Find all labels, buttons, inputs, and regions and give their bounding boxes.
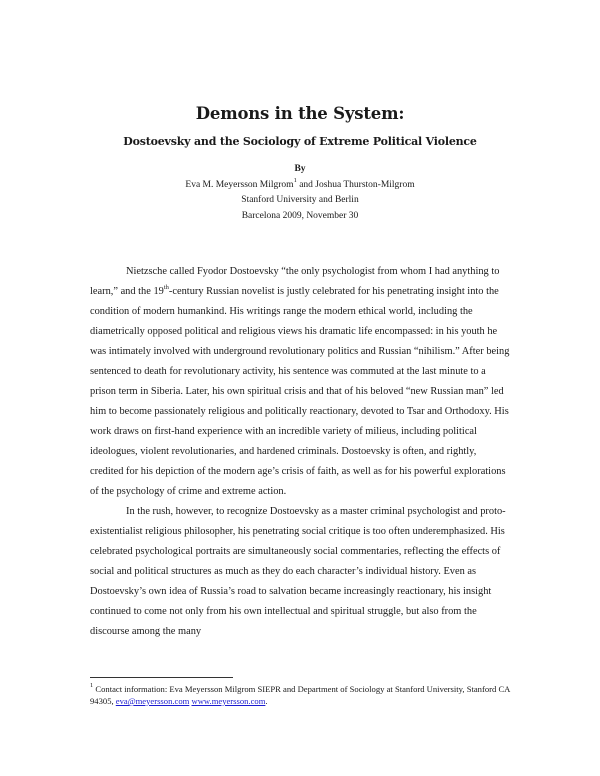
author-primary: Eva M. Meyersson Milgrom (185, 179, 294, 190)
paragraph-1-rest: -century Russian novelist is justly celebrated for his penetrating insight into the condition of modern humankind. His writings range the modern ethical world, including the diametrically opposed political and religious views his dramatic life encompassed: in his youth he was intimately involved with underground revolutionary politics and Russian “nihilism.” After being sentenced to death for revolutionary activity, his sentence was commuted at the last minute to a prison term in Siberia. Later, his own spiritual crisis and that of his beloved “new Russian man” led him to become passionately religious and politically reactionary, devoted to Tsar and Orthodoxy. His work draws on first-hand experience with an incredible variety of milieus, including political ideologues, violent revolutionaries, and hardened criminals. Dostoevsky is often, and rightly, credited for his depiction of the modern age’s crisis of faith, as well as for his powerful explorations of the psychology of crime and extreme action. (90, 286, 510, 497)
footnote-divider (90, 677, 233, 678)
affiliation: Stanford University and Berlin (241, 195, 359, 205)
authors-line (0, 178, 600, 194)
byline-block (0, 162, 600, 224)
footnote-end: . (265, 696, 268, 706)
paragraph-1 (90, 262, 510, 502)
paper-subtitle: Dostoevsky and the Sociology of Extreme Political Violence (123, 135, 477, 148)
byline-by: By (294, 164, 306, 174)
email-link[interactable]: eva@meyersson.com (115, 696, 190, 706)
author-secondary: and Joshua Thurston-Milgrom (296, 179, 415, 190)
footnote (90, 683, 510, 707)
footnote-marker: 1 (90, 682, 94, 689)
ordinal-suffix: th (163, 284, 169, 291)
website-link[interactable]: www.meyersson.com (191, 696, 266, 706)
paragraph-1-start: Nietzsche called Fyodor Dostoevsky “the only psychologist from whom I had anything to learn,” and the 19 (90, 266, 500, 297)
footnote-ref: 1 (293, 176, 297, 184)
date-line: Barcelona 2009, November 30 (241, 210, 359, 221)
paper-title: Demons in the System: (195, 104, 405, 123)
body-text (90, 262, 510, 642)
paragraph-2: In the rush, however, to recognize Dostoevsky as a master criminal psychologist and proto-existentialist religious philosopher, his penetrating social critique is too often underemphasized. His celebrated psychological portraits are simultaneously social commentaries, reflecting the effects of social and political structures as much as they do each character’s individual history. Even as Dostoevsky’s own idea of Russia’s road to salvation became increasingly reactionary, his insight continued to come not only from his own intellectual and spiritual struggle, but also from the discourse among the many (90, 506, 506, 637)
footnote-text: Contact information: Eva Meyersson Milgrom SIEPR and Department of Sociology at Stanford University, Stanford CA 94305, (90, 684, 510, 706)
